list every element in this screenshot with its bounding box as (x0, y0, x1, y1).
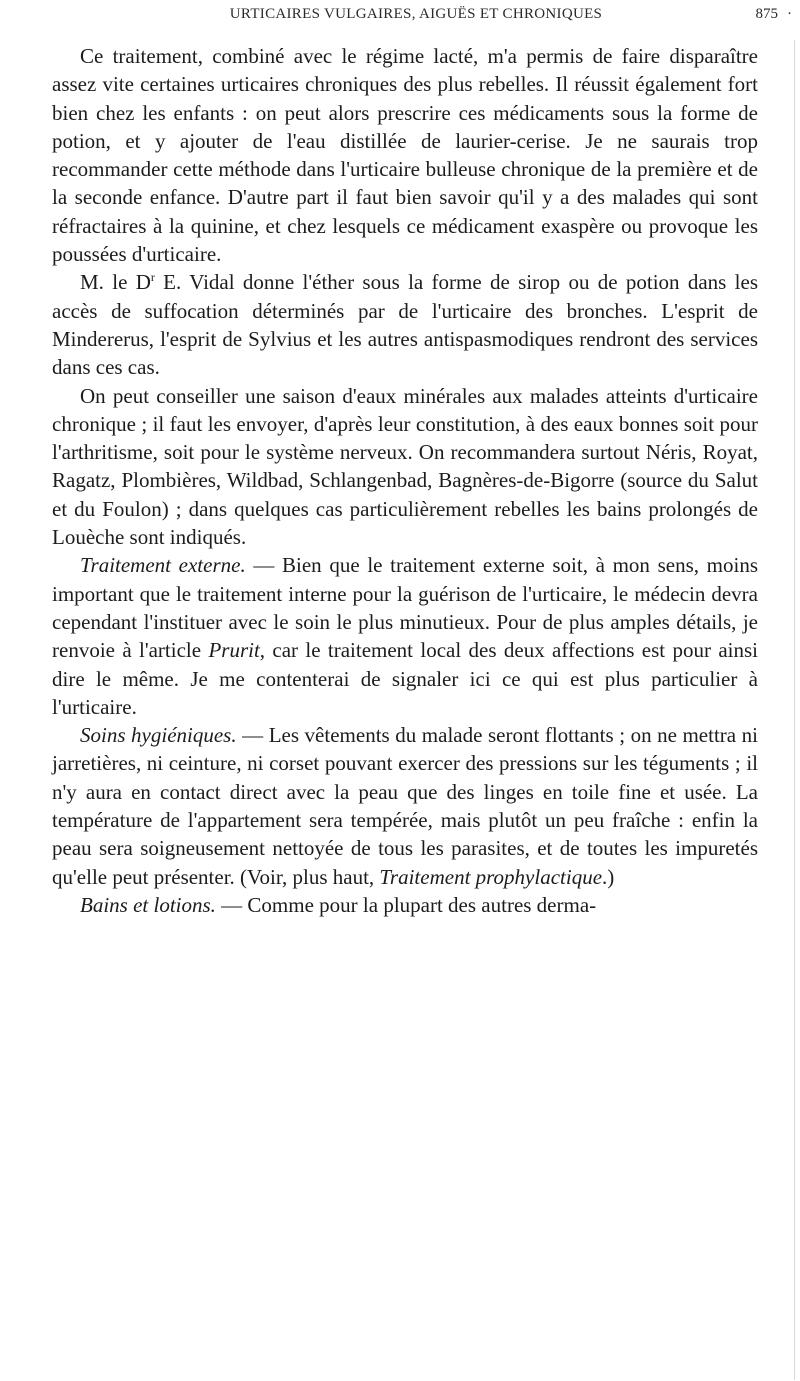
margin-mark: · (787, 6, 792, 22)
page-number: 875 (755, 6, 778, 22)
paragraph-text: — Bien que le traitement externe soit, à mon sens, moins important que le traitement interne pour la guérison de l'urticaire, le médecin devra cependant l'instituer avec le soin le plus minutieux. Pour de plus amples détails, je renvoie à l'article (52, 553, 758, 663)
paragraph-external-treatment (52, 551, 758, 721)
paragraph-text: — Comme pour la plupart des autres derma- (215, 892, 597, 917)
cross-reference-prurit: Prurit (208, 638, 260, 663)
paragraph-text: Ce traitement, combiné avec le régime lacté, m'a permis de faire disparaître assez vite certaines urticaires chroniques des plus rebelles. Il réussit également fort bien chez les enfants : on peut alors prescrire ces médicaments sous la forme de potion, et y ajouter de l'eau distillée de laurier-cerise. Je ne saurais trop recommander cette méthode dans l'urticaire bulleuse chronique de la première et de la seconde enfance. D'autre part il faut bien savoir qu'il y a des malades qui sont réfractaires à la quinine, et chez lesquels ce médicament exaspère ou provoque les poussées d'urticaire. (52, 44, 758, 267)
running-head (40, 6, 792, 32)
paragraph-vidal-ether (52, 268, 758, 381)
paragraph-text: On peut conseiller une saison d'eaux minérales aux malades atteints d'urticaire chronique ; il faut les envoyer, d'après leur constitution, à des eaux bonnes soit pour l'arthritisme, soit pour le système nerveux. On recommandera surtout Néris, Royat, Ragatz, Plombières, Wildbad, Schlangenbad, Bagnères-de-Bigorre (source du Salut et du Foulon) ; dans quelques cas particulièrement rebelles les bains prolongés de Louèche sont indiqués. (52, 383, 758, 550)
superscript-doctor: r (150, 270, 155, 285)
section-heading-soins-hygieniques: Soins hygiéniques. (80, 723, 237, 748)
paragraph-text-after: , car le traitement local des deux affections est pour ainsi dire le même. Je me contenterai de signaler ici ce qui est plus particulier à l'urticaire. (52, 638, 759, 719)
paragraph-quinine-treatment (52, 42, 758, 268)
cross-reference-traitement-prophylactique: Traitement prophylactique (379, 864, 603, 889)
paragraph-text: E. Vidal donne l'éther sous la forme de sirop ou de potion dans les accès de suffocation déterminés par de l'urticaire des bronches. L'esprit de Mindererus, l'esprit de Sylvius et les autres antispasmodiques rendront des services dans ces cas. (52, 270, 758, 380)
section-heading-bains-et-lotions: Bains et lotions. (80, 892, 216, 917)
section-heading-traitement-externe: Traitement externe. (80, 553, 246, 578)
paragraph-mineral-waters (52, 382, 758, 552)
paragraph-text-after: .) (602, 864, 615, 889)
paragraph-baths-lotions (52, 891, 758, 919)
paragraph-prefix: M. le D (80, 270, 151, 295)
paragraph-hygienic-care (52, 721, 758, 891)
running-head-title: URTICAIRES VULGAIRES, AIGUËS ET CHRONIQUES (229, 6, 603, 22)
body-text (52, 42, 758, 919)
paragraph-text: — Les vêtements du malade seront flottants ; on ne mettra ni jarretières, ni ceinture, ni corset pouvant exercer des pressions sur les téguments ; il n'y aura en contact direct avec la peau que des linges en toile fine et usée. La température de l'appartement sera tempérée, mais plutôt un peu fraîche : enfin la peau sera soigneusement nettoyée de tous les parasites, et de toutes les impuretés qu'elle peut présenter. (Voir, plus haut, (52, 723, 758, 889)
scan-edge-line (794, 40, 795, 1380)
